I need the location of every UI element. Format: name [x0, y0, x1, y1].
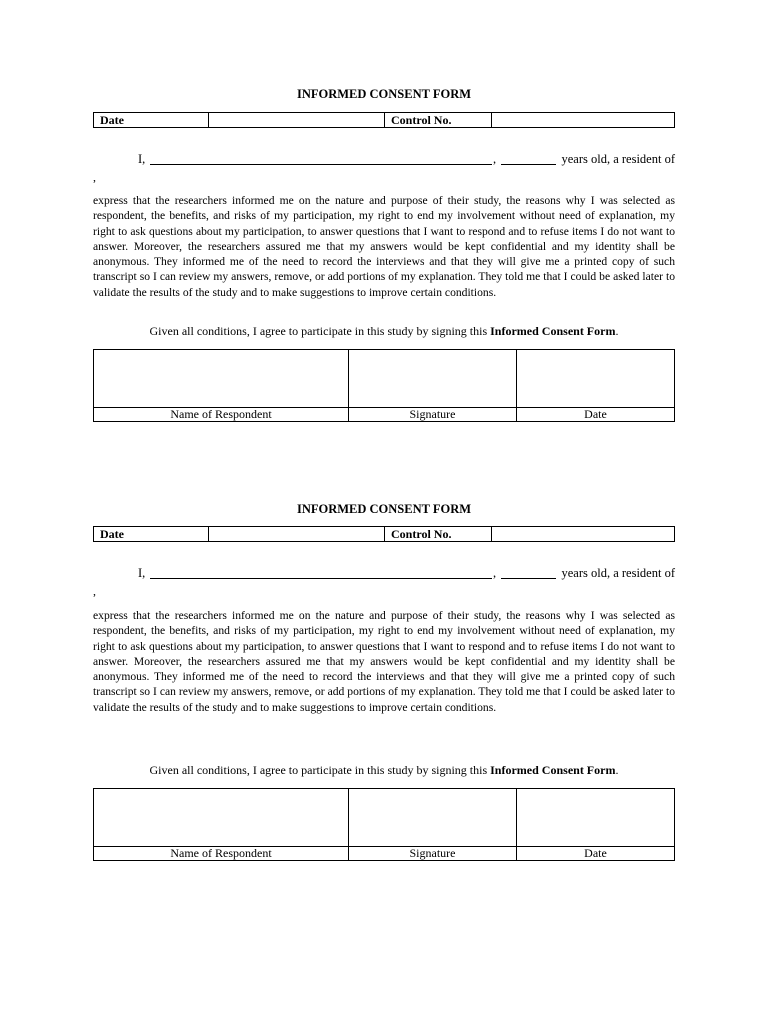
date-control-table [93, 112, 675, 128]
date-label: Date [94, 113, 209, 127]
sign-date-box[interactable] [517, 789, 674, 846]
date-label: Date [94, 527, 209, 541]
control-no-label: Control No. [385, 527, 492, 541]
respondent-name-box[interactable] [94, 789, 349, 846]
agreement-statement [0, 763, 768, 777]
signature-box[interactable] [349, 789, 517, 846]
signature-label: Signature [349, 408, 517, 421]
years-old-text: years old, a resident of [561, 152, 675, 166]
date-field[interactable] [209, 113, 385, 127]
consent-paragraph: express that the researchers informed me on the nature and purpose of their study, the reasons why I was selected as respondent, the benefits, and risks of my participation, my right to end my involvement without need of explanation, my right to ask questions about my participation, to answer questions that I want to respond and to refuse items I do not want to answer. Moreover, the researchers assured me that my answers would be kept confidential and my identity shall be anonymous. They informed me of the need to record the interviews and that they will give me a printed copy of such transcript so I can review my answers, remove, or add portions of my explanation. They told me that I could be asked later to validate the results of the study and to make suggestions to improve certain conditions. [93, 194, 675, 299]
signature-label: Signature [349, 847, 517, 860]
comma: , [493, 566, 497, 580]
form-title: INFORMED CONSENT FORM [296, 502, 472, 516]
age-blank[interactable] [501, 152, 556, 165]
respondent-name-box[interactable] [94, 350, 349, 407]
respondent-name-blank[interactable] [150, 566, 492, 579]
i-label: I, [138, 152, 146, 166]
control-no-field[interactable] [492, 527, 674, 541]
agreement-statement [0, 324, 768, 338]
consent-paragraph: express that the researchers informed me on the nature and purpose of their study, the reasons why I was selected as respondent, the benefits, and risks of my participation, my right to end my involvement without need of explanation, my right to ask questions about my participation, to answer questions that I want to respond and to refuse items I do not want to answer. Moreover, the researchers assured me that my answers would be kept confidential and my identity shall be anonymous. They informed me of the need to record the interviews and that they will give me a printed copy of such transcript so I can review my answers, remove, or add portions of my explanation. They told me that I could be asked later to validate the results of the study and to make suggestions to improve certain conditions. [93, 609, 675, 714]
age-blank[interactable] [501, 566, 556, 579]
control-no-label: Control No. [385, 113, 492, 127]
agreement-period: . [615, 324, 619, 338]
years-old-text: years old, a resident of [561, 566, 675, 580]
sign-date-box[interactable] [517, 350, 674, 407]
residence-comma: , [93, 584, 96, 598]
agreement-period: . [615, 763, 619, 777]
signature-table [93, 349, 675, 422]
i-label: I, [138, 566, 146, 580]
agreement-text: Given all conditions, I agree to participate in this study by signing this [149, 763, 491, 777]
date-label: Date [584, 407, 607, 421]
date-control-table [93, 526, 675, 542]
agreement-text: Given all conditions, I agree to participate in this study by signing this [149, 324, 491, 338]
respondent-name-blank[interactable] [150, 152, 492, 165]
name-of-respondent-label: Name of Respondent [94, 847, 349, 860]
date-label: Date [584, 846, 607, 860]
form-title: INFORMED CONSENT FORM [296, 87, 472, 101]
agreement-form-name: Informed Consent Form [490, 324, 616, 338]
signature-box[interactable] [349, 350, 517, 407]
signature-table [93, 788, 675, 861]
name-of-respondent-label: Name of Respondent [94, 408, 349, 421]
agreement-form-name: Informed Consent Form [490, 763, 616, 777]
residence-comma: , [93, 170, 96, 184]
control-no-field[interactable] [492, 113, 674, 127]
comma: , [493, 152, 497, 166]
date-field[interactable] [209, 527, 385, 541]
